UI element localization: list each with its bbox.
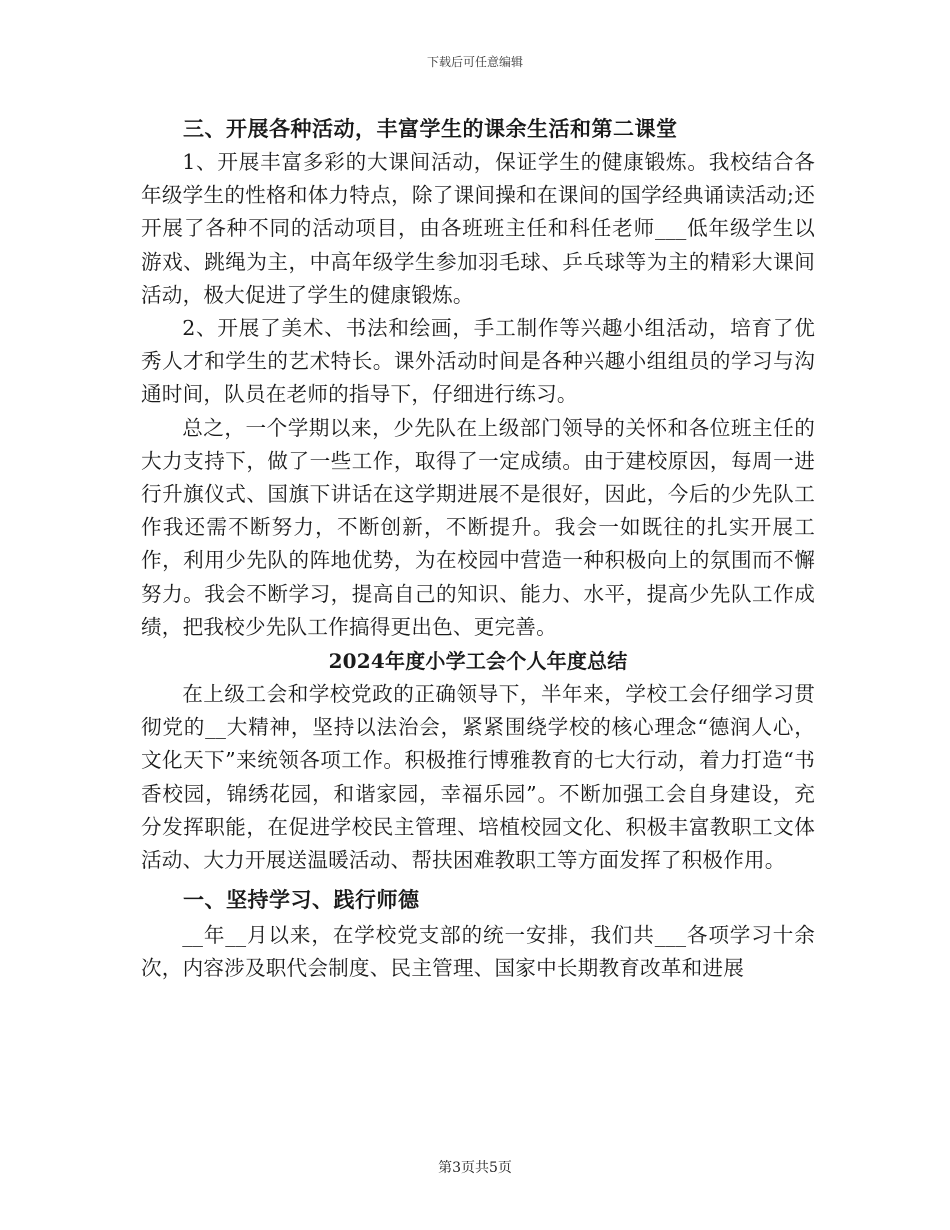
paragraph-intro: 在上级工会和学校党政的正确领导下，半年来，学校工会仔细学习贯彻党的__大精神，坚持以法治会，紧紧围绕学校的核心理念“德润人心，文化天下”来统领各项工作。积极推行博雅教育的七大行动，着力打造“书香校园，锦绣花园，和谐家园，幸福乐园”。不断加强工会自身建设，充分发挥职能，在促进学校民主管理、培植校园文化、积极丰富教职工文体活动、大力开展送温暖活动、帮扶困难教职工等方面发挥了积极作用。 (141, 682, 815, 873)
document-title: 2024年度小学工会个人年度总结 (328, 649, 628, 674)
document-body (141, 112, 815, 986)
paragraph-activities-2: 2、开展了美术、书法和绘画，手工制作等兴趣小组活动，培育了优秀人才和学生的艺术特长。课外活动时间是各种兴趣小组组员的学习与沟通时间，队员在老师的指导下，仔细进行练习。 (141, 316, 815, 407)
page-footer: 第3页共5页 (438, 1160, 512, 1176)
page-header: 下载后可任意编辑 (426, 55, 523, 69)
section-heading-1: 一、坚持学习、践行师德 (183, 887, 420, 913)
paragraph-study: __年__月以来，在学校党支部的统一安排，我们共___各项学习十余次，内容涉及职代会制度、民主管理、国家中长期教育改革和进展 (141, 923, 815, 981)
section-heading-3: 三、开展各种活动，丰富学生的课余生活和第二课堂 (183, 116, 678, 141)
paragraph-activities-1: 1、开展丰富多彩的大课间活动，保证学生的健康锻炼。我校结合各年级学生的性格和体力特点，除了课间操和在课间的国学经典诵读活动;还开展了各种不同的活动项目，由各班班主任和科任老师___低年级学生以游戏、跳绳为主，中高年级学生参加羽毛球、乒乓球等为主的精彩大课间活动，极大促进了学生的健康锻炼。 (141, 150, 815, 307)
paragraph-conclusion: 总之，一个学期以来，少先队在上级部门领导的关怀和各位班主任的大力支持下，做了一些工作，取得了一定成绩。由于建校原因，每周一进行升旗仪式、国旗下讲话在这学期进展不是很好，因此，今后的少先队工作我还需不断努力，不断创新，不断提升。我会一如既往的扎实开展工作，利用少先队的阵地优势，为在校园中营造一种积极向上的氛围而不懈努力。我会不断学习，提高自己的知识、能力、水平，提高少先队工作成绩，把我校少先队工作搞得更出色、更完善。 (141, 415, 815, 639)
